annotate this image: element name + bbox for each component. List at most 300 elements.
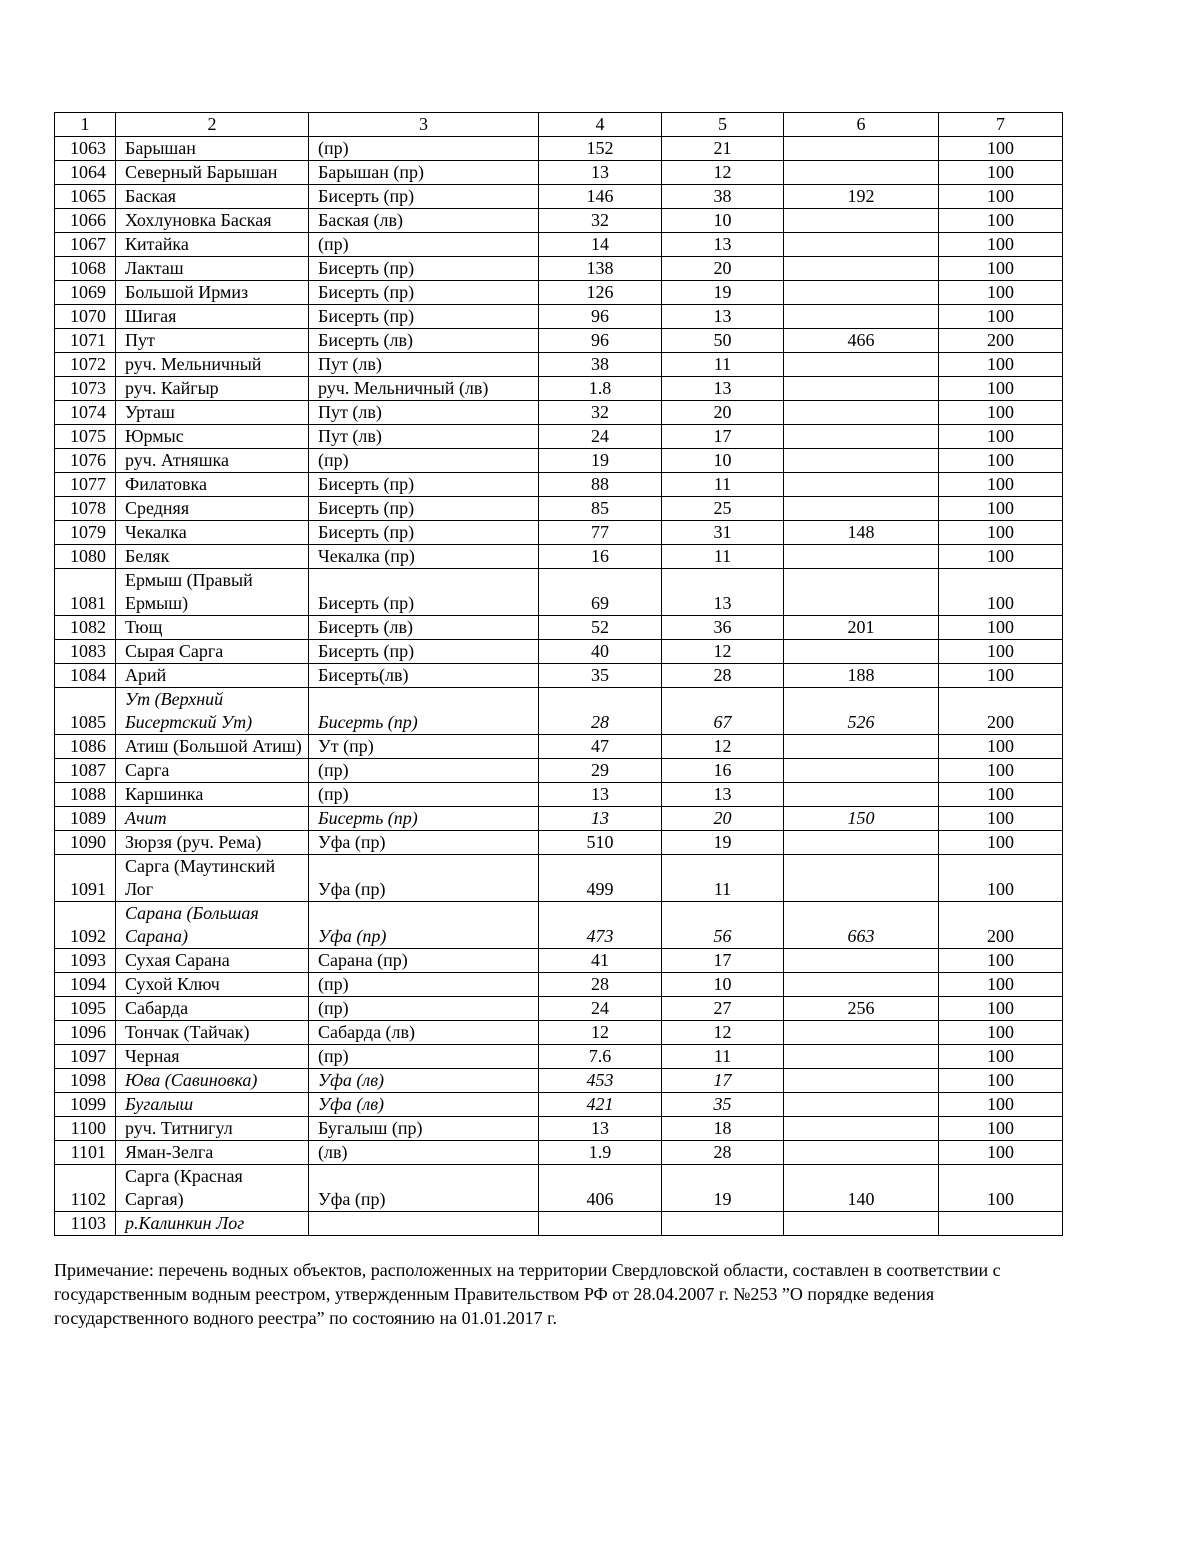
table-row: [55, 449, 1063, 473]
length-cell: 13: [662, 305, 784, 329]
length-cell: 13: [662, 377, 784, 401]
distance-cell: 7.6: [539, 1045, 662, 1069]
length-cell: 20: [662, 807, 784, 831]
mouth-cell: (пр): [309, 783, 539, 807]
table-row: [55, 997, 1063, 1021]
zone-cell: 100: [939, 1141, 1063, 1165]
zone-cell: 100: [939, 759, 1063, 783]
length-cell: 11: [662, 353, 784, 377]
distance-cell: 16: [539, 545, 662, 569]
distance-cell: 35: [539, 664, 662, 688]
table-row: [55, 949, 1063, 973]
column-header: 7: [939, 113, 1063, 137]
table-row: [55, 1117, 1063, 1141]
row-number-cell: 1099: [55, 1093, 116, 1117]
zone-cell: 100: [939, 257, 1063, 281]
table-row: [55, 1141, 1063, 1165]
distance-cell: 421: [539, 1093, 662, 1117]
table-row: [55, 1045, 1063, 1069]
row-number-cell: 1087: [55, 759, 116, 783]
zone-cell: 100: [939, 425, 1063, 449]
row-number-cell: 1083: [55, 640, 116, 664]
column-header: 6: [784, 113, 939, 137]
object-name-cell: р.Калинкин Лог: [116, 1212, 309, 1236]
mouth-cell: (пр): [309, 449, 539, 473]
zone-cell: 100: [939, 1021, 1063, 1045]
table-row: [55, 1069, 1063, 1093]
mouth-cell: Бисерть(лв): [309, 664, 539, 688]
row-number-cell: 1070: [55, 305, 116, 329]
length-cell: 67: [662, 688, 784, 735]
length-cell: 11: [662, 473, 784, 497]
object-name-cell: Яман-Зелга: [116, 1141, 309, 1165]
table-row: [55, 257, 1063, 281]
row-number-cell: 1080: [55, 545, 116, 569]
table-row: [55, 1021, 1063, 1045]
zone-cell: 100: [939, 807, 1063, 831]
distance-cell: 13: [539, 1117, 662, 1141]
object-name-cell: Китайка: [116, 233, 309, 257]
row-number-cell: 1101: [55, 1141, 116, 1165]
table-row: [55, 569, 1063, 616]
zone-cell: 100: [939, 1069, 1063, 1093]
row-number-cell: 1102: [55, 1165, 116, 1212]
distance-cell: 41: [539, 949, 662, 973]
distance-cell: 77: [539, 521, 662, 545]
length-cell: 19: [662, 281, 784, 305]
distance-cell: 32: [539, 209, 662, 233]
mouth-cell: (пр): [309, 1045, 539, 1069]
object-name-cell: Сарга (Маутинский Лог: [116, 855, 309, 902]
distance-cell: 28: [539, 973, 662, 997]
length-cell: 28: [662, 664, 784, 688]
table-row: [55, 807, 1063, 831]
distance-cell: 40: [539, 640, 662, 664]
length-cell: 13: [662, 783, 784, 807]
object-name-cell: Тончак (Тайчак): [116, 1021, 309, 1045]
length-cell: 12: [662, 161, 784, 185]
zone-cell: 100: [939, 664, 1063, 688]
object-name-cell: Филатовка: [116, 473, 309, 497]
object-name-cell: Сухой Ключ: [116, 973, 309, 997]
length-cell: [662, 1212, 784, 1236]
distance-cell: 28: [539, 688, 662, 735]
distance-cell: [539, 1212, 662, 1236]
length-cell: 20: [662, 257, 784, 281]
table-row: [55, 233, 1063, 257]
area-cell: 256: [784, 997, 939, 1021]
mouth-cell: Бисерть (лв): [309, 616, 539, 640]
distance-cell: 1.8: [539, 377, 662, 401]
length-cell: 12: [662, 1021, 784, 1045]
distance-cell: 85: [539, 497, 662, 521]
mouth-cell: (пр): [309, 759, 539, 783]
row-number-cell: 1085: [55, 688, 116, 735]
mouth-cell: Пут (лв): [309, 425, 539, 449]
object-name-cell: Барышан: [116, 137, 309, 161]
zone-cell: 100: [939, 185, 1063, 209]
object-name-cell: руч. Кайгыр: [116, 377, 309, 401]
distance-cell: 13: [539, 807, 662, 831]
length-cell: 21: [662, 137, 784, 161]
area-cell: [784, 1093, 939, 1117]
distance-cell: 138: [539, 257, 662, 281]
table-row: [55, 401, 1063, 425]
length-cell: 10: [662, 973, 784, 997]
area-cell: [784, 640, 939, 664]
distance-cell: 32: [539, 401, 662, 425]
table-row: [55, 497, 1063, 521]
mouth-cell: Бугалыш (пр): [309, 1117, 539, 1141]
mouth-cell: Бисерть (пр): [309, 257, 539, 281]
area-cell: [784, 449, 939, 473]
row-number-cell: 1094: [55, 973, 116, 997]
area-cell: [784, 949, 939, 973]
distance-cell: 12: [539, 1021, 662, 1045]
distance-cell: 96: [539, 329, 662, 353]
area-cell: [784, 257, 939, 281]
table-row: [55, 305, 1063, 329]
area-cell: [784, 281, 939, 305]
row-number-cell: 1103: [55, 1212, 116, 1236]
object-name-cell: Лакташ: [116, 257, 309, 281]
distance-cell: 152: [539, 137, 662, 161]
area-cell: [784, 973, 939, 997]
area-cell: [784, 425, 939, 449]
object-name-cell: руч. Мельничный: [116, 353, 309, 377]
object-name-cell: Хохлуновка Баская: [116, 209, 309, 233]
mouth-cell: Уфа (пр): [309, 1165, 539, 1212]
row-number-cell: 1090: [55, 831, 116, 855]
row-number-cell: 1096: [55, 1021, 116, 1045]
object-name-cell: Сарана (Большая Сарана): [116, 902, 309, 949]
distance-cell: 146: [539, 185, 662, 209]
length-cell: 11: [662, 545, 784, 569]
distance-cell: 24: [539, 997, 662, 1021]
row-number-cell: 1088: [55, 783, 116, 807]
length-cell: 36: [662, 616, 784, 640]
row-number-cell: 1089: [55, 807, 116, 831]
table-row: [55, 831, 1063, 855]
mouth-cell: Бисерть (пр): [309, 281, 539, 305]
column-header: 5: [662, 113, 784, 137]
distance-cell: 69: [539, 569, 662, 616]
object-name-cell: Беляк: [116, 545, 309, 569]
area-cell: 148: [784, 521, 939, 545]
length-cell: 50: [662, 329, 784, 353]
distance-cell: 13: [539, 161, 662, 185]
object-name-cell: Большой Ирмиз: [116, 281, 309, 305]
row-number-cell: 1076: [55, 449, 116, 473]
header-row: [55, 113, 1063, 137]
area-cell: [784, 1141, 939, 1165]
area-cell: 150: [784, 807, 939, 831]
distance-cell: 47: [539, 735, 662, 759]
area-cell: 526: [784, 688, 939, 735]
object-name-cell: Арий: [116, 664, 309, 688]
length-cell: 17: [662, 1069, 784, 1093]
row-number-cell: 1079: [55, 521, 116, 545]
row-number-cell: 1077: [55, 473, 116, 497]
area-cell: [784, 1045, 939, 1069]
row-number-cell: 1098: [55, 1069, 116, 1093]
length-cell: 31: [662, 521, 784, 545]
zone-cell: 100: [939, 545, 1063, 569]
row-number-cell: 1069: [55, 281, 116, 305]
length-cell: 25: [662, 497, 784, 521]
mouth-cell: Уфа (пр): [309, 855, 539, 902]
length-cell: 56: [662, 902, 784, 949]
area-cell: 466: [784, 329, 939, 353]
zone-cell: 100: [939, 209, 1063, 233]
mouth-cell: Бисерть (пр): [309, 473, 539, 497]
mouth-cell: (пр): [309, 233, 539, 257]
table-row: [55, 1165, 1063, 1212]
distance-cell: 52: [539, 616, 662, 640]
object-name-cell: Атиш (Большой Атиш): [116, 735, 309, 759]
row-number-cell: 1071: [55, 329, 116, 353]
column-header: 4: [539, 113, 662, 137]
area-cell: [784, 305, 939, 329]
distance-cell: 499: [539, 855, 662, 902]
area-cell: [784, 377, 939, 401]
distance-cell: 19: [539, 449, 662, 473]
table-row: [55, 329, 1063, 353]
zone-cell: 100: [939, 616, 1063, 640]
object-name-cell: Баская: [116, 185, 309, 209]
object-name-cell: Ут (Верхний Бисертский Ут): [116, 688, 309, 735]
mouth-cell: Бисерть (пр): [309, 185, 539, 209]
zone-cell: 100: [939, 281, 1063, 305]
area-cell: [784, 783, 939, 807]
length-cell: 13: [662, 233, 784, 257]
object-name-cell: руч. Титнигул: [116, 1117, 309, 1141]
mouth-cell: Баская (лв): [309, 209, 539, 233]
area-cell: 201: [784, 616, 939, 640]
area-cell: 192: [784, 185, 939, 209]
row-number-cell: 1065: [55, 185, 116, 209]
zone-cell: 200: [939, 902, 1063, 949]
mouth-cell: Пут (лв): [309, 353, 539, 377]
table-row: [55, 209, 1063, 233]
zone-cell: 100: [939, 735, 1063, 759]
area-cell: [784, 855, 939, 902]
zone-cell: 200: [939, 688, 1063, 735]
row-number-cell: 1072: [55, 353, 116, 377]
object-name-cell: Юрмыс: [116, 425, 309, 449]
mouth-cell: (лв): [309, 1141, 539, 1165]
area-cell: [784, 545, 939, 569]
mouth-cell: (пр): [309, 997, 539, 1021]
mouth-cell: (пр): [309, 973, 539, 997]
row-number-cell: 1091: [55, 855, 116, 902]
table-row: [55, 973, 1063, 997]
area-cell: [784, 735, 939, 759]
object-name-cell: Зюрзя (руч. Рема): [116, 831, 309, 855]
area-cell: [784, 1212, 939, 1236]
row-number-cell: 1074: [55, 401, 116, 425]
mouth-cell: Бисерть (пр): [309, 688, 539, 735]
table-row: [55, 640, 1063, 664]
table-row: [55, 735, 1063, 759]
length-cell: 12: [662, 640, 784, 664]
mouth-cell: Уфа (лв): [309, 1069, 539, 1093]
object-name-cell: Сарга (Красная Саргая): [116, 1165, 309, 1212]
mouth-cell: Пут (лв): [309, 401, 539, 425]
mouth-cell: Бисерть (пр): [309, 305, 539, 329]
object-name-cell: руч. Атняшка: [116, 449, 309, 473]
table-row: [55, 353, 1063, 377]
zone-cell: 100: [939, 473, 1063, 497]
area-cell: [784, 759, 939, 783]
zone-cell: 100: [939, 353, 1063, 377]
row-number-cell: 1093: [55, 949, 116, 973]
object-name-cell: Юва (Савиновка): [116, 1069, 309, 1093]
table-row: [55, 137, 1063, 161]
zone-cell: 100: [939, 831, 1063, 855]
row-number-cell: 1095: [55, 997, 116, 1021]
length-cell: 18: [662, 1117, 784, 1141]
length-cell: 17: [662, 425, 784, 449]
table-row: [55, 783, 1063, 807]
mouth-cell: Уфа (лв): [309, 1093, 539, 1117]
table-row: [55, 545, 1063, 569]
object-name-cell: Урташ: [116, 401, 309, 425]
distance-cell: 24: [539, 425, 662, 449]
area-cell: [784, 1117, 939, 1141]
zone-cell: 100: [939, 305, 1063, 329]
area-cell: [784, 233, 939, 257]
zone-cell: 100: [939, 973, 1063, 997]
area-cell: [784, 137, 939, 161]
table-row: [55, 161, 1063, 185]
mouth-cell: Бисерть (пр): [309, 807, 539, 831]
row-number-cell: 1066: [55, 209, 116, 233]
zone-cell: 100: [939, 1045, 1063, 1069]
mouth-cell: Сабарда (лв): [309, 1021, 539, 1045]
mouth-cell: Уфа (пр): [309, 902, 539, 949]
row-number-cell: 1092: [55, 902, 116, 949]
water-objects-table: [54, 112, 1063, 1236]
area-cell: [784, 831, 939, 855]
row-number-cell: 1084: [55, 664, 116, 688]
distance-cell: 96: [539, 305, 662, 329]
zone-cell: 100: [939, 783, 1063, 807]
distance-cell: 38: [539, 353, 662, 377]
distance-cell: 14: [539, 233, 662, 257]
object-name-cell: Бугалыш: [116, 1093, 309, 1117]
mouth-cell: Уфа (пр): [309, 831, 539, 855]
row-number-cell: 1064: [55, 161, 116, 185]
zone-cell: 100: [939, 449, 1063, 473]
object-name-cell: Сырая Сарга: [116, 640, 309, 664]
object-name-cell: Сарга: [116, 759, 309, 783]
table-row: [55, 521, 1063, 545]
area-cell: 663: [784, 902, 939, 949]
row-number-cell: 1078: [55, 497, 116, 521]
distance-cell: 473: [539, 902, 662, 949]
mouth-cell: руч. Мельничный (лв): [309, 377, 539, 401]
table-row: [55, 473, 1063, 497]
area-cell: [784, 1069, 939, 1093]
table-row: [55, 902, 1063, 949]
row-number-cell: 1075: [55, 425, 116, 449]
zone-cell: 100: [939, 1165, 1063, 1212]
mouth-cell: Бисерть (лв): [309, 329, 539, 353]
table-row: [55, 664, 1063, 688]
distance-cell: 29: [539, 759, 662, 783]
table-row: [55, 688, 1063, 735]
column-header: 1: [55, 113, 116, 137]
zone-cell: 100: [939, 1093, 1063, 1117]
object-name-cell: Средняя: [116, 497, 309, 521]
row-number-cell: 1082: [55, 616, 116, 640]
length-cell: 35: [662, 1093, 784, 1117]
table-row: [55, 281, 1063, 305]
column-header: 2: [116, 113, 309, 137]
row-number-cell: 1073: [55, 377, 116, 401]
table-row: [55, 425, 1063, 449]
area-cell: [784, 353, 939, 377]
area-cell: [784, 209, 939, 233]
length-cell: 28: [662, 1141, 784, 1165]
distance-cell: 88: [539, 473, 662, 497]
area-cell: [784, 401, 939, 425]
object-name-cell: Северный Барышан: [116, 161, 309, 185]
table-row: [55, 616, 1063, 640]
zone-cell: 100: [939, 161, 1063, 185]
mouth-cell: Ут (пр): [309, 735, 539, 759]
row-number-cell: 1081: [55, 569, 116, 616]
object-name-cell: Ачит: [116, 807, 309, 831]
area-cell: [784, 1021, 939, 1045]
length-cell: 27: [662, 997, 784, 1021]
object-name-cell: Каршинка: [116, 783, 309, 807]
object-name-cell: Тющ: [116, 616, 309, 640]
length-cell: 16: [662, 759, 784, 783]
object-name-cell: Черная: [116, 1045, 309, 1069]
area-cell: 188: [784, 664, 939, 688]
footnote: Примечание: перечень водных объектов, расположенных на территории Свердловской области, составлен в соответствии с государственным водным реестром, утвержденным Правительством РФ от 28.04.2007 г. №253 ”О порядке ведения государственного водного реестра” по состоянию на 01.01.2017 г.: [54, 1260, 1001, 1328]
zone-cell: 100: [939, 855, 1063, 902]
length-cell: 19: [662, 1165, 784, 1212]
object-name-cell: Пут: [116, 329, 309, 353]
mouth-cell: Бисерть (пр): [309, 569, 539, 616]
length-cell: 12: [662, 735, 784, 759]
distance-cell: 406: [539, 1165, 662, 1212]
table-row: [55, 377, 1063, 401]
length-cell: 19: [662, 831, 784, 855]
length-cell: 38: [662, 185, 784, 209]
zone-cell: 100: [939, 401, 1063, 425]
table-row: [55, 1093, 1063, 1117]
area-cell: 140: [784, 1165, 939, 1212]
zone-cell: [939, 1212, 1063, 1236]
zone-cell: 100: [939, 233, 1063, 257]
table-row: [55, 855, 1063, 902]
row-number-cell: 1067: [55, 233, 116, 257]
zone-cell: 100: [939, 640, 1063, 664]
mouth-cell: Бисерть (пр): [309, 521, 539, 545]
distance-cell: 126: [539, 281, 662, 305]
area-cell: [784, 569, 939, 616]
mouth-cell: [309, 1212, 539, 1236]
zone-cell: 100: [939, 137, 1063, 161]
length-cell: 11: [662, 1045, 784, 1069]
object-name-cell: Ермыш (Правый Ермыш): [116, 569, 309, 616]
row-number-cell: 1086: [55, 735, 116, 759]
row-number-cell: 1097: [55, 1045, 116, 1069]
